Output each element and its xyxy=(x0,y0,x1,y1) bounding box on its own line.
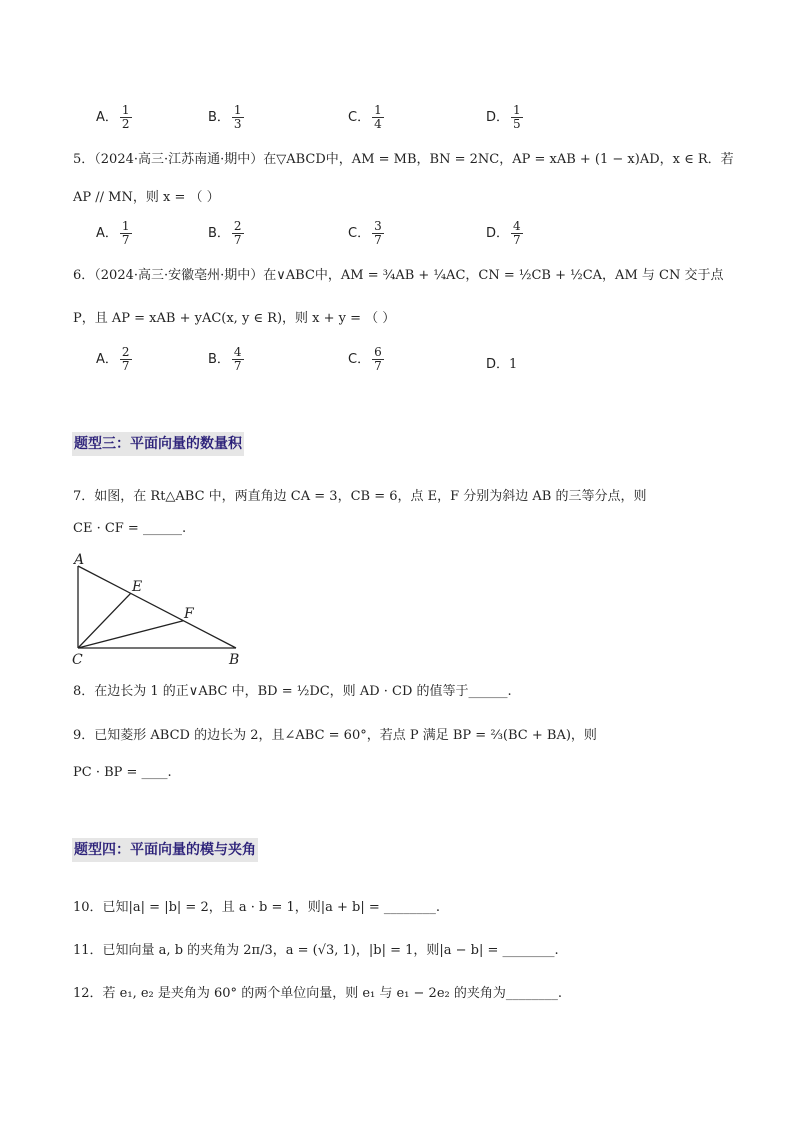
q9-stem-line1: 9．已知菱形 ABCD 的边长为 2，且∠ABC = 60°，若点 P 满足 BP = ⅔(BC + BA)，则 xyxy=(73,728,597,743)
q8-stem: 8．在边长为 1 的正∨ABC 中，BD = ½DC，则 AD · CD 的值等于______. xyxy=(73,684,512,699)
q7-stem-line1: 7．如图，在 Rt△ABC 中，两直角边 CA = 3，CB = 6，点 E，F 分别为斜边 AB 的三等分点，则 xyxy=(73,489,647,504)
side-ab xyxy=(78,566,236,648)
q5-stem-line1: 5．（2024·高三·江苏南通·期中）在▽ABCD中，AM = MB，BN = 2NC，AP = xAB + (1 − x)AD，x ∈ R．若 xyxy=(73,152,734,167)
q6-option-c: C． $\frac{6}{7}$ xyxy=(348,345,382,373)
q12-stem: 12．若 e₁, e₂ 是夹角为 60° 的两个单位向量，则 e₁ 与 e₁ − 2e₂ 的夹角为________. xyxy=(73,986,562,1001)
section-heading-3: 题型三：平面向量的数量积 xyxy=(72,432,244,456)
q5-option-b: B． $\frac{2}{7}$ xyxy=(208,219,242,247)
q6-option-a: A． $\frac{2}{7}$ xyxy=(96,345,130,373)
label-a: A xyxy=(74,552,85,568)
q9-stem-line2: PC · BP = ____. xyxy=(73,765,172,780)
q7-stem-line2: CE · CF = ______. xyxy=(73,521,187,536)
q6-option-b: B． $\frac{4}{7}$ xyxy=(208,345,242,373)
triangle-figure xyxy=(66,550,256,670)
label-c: C xyxy=(72,652,83,668)
q5-option-d: D． $\frac{4}{7}$ xyxy=(486,219,521,247)
q5-stem-line2: AP // MN，则 x = （ ） xyxy=(73,190,220,205)
q6-stem-line1: 6．（2024·高三·安徽亳州·期中）在∨ABC中，AM = ¾AB + ¼AC，CN = ½CB + ½CA，AM 与 CN 交于点 xyxy=(73,268,724,283)
section-heading-4: 题型四：平面向量的模与夹角 xyxy=(72,838,258,862)
q5-option-c: C． $\frac{3}{7}$ xyxy=(348,219,382,247)
q4-option-a: A． $\frac{1}{2}$ xyxy=(96,103,130,131)
q4-option-b: B． $\frac{1}{3}$ xyxy=(208,103,242,131)
q11-stem: 11．已知向量 a, b 的夹角为 2π/3，a = (√3, 1)，|b| = 1，则|a − b| = ________. xyxy=(73,943,559,958)
segment-ce xyxy=(78,593,131,648)
q10-stem: 10．已知|a| = |b| = 2，且 a · b = 1，则|a + b| = ________. xyxy=(73,900,441,915)
q4-option-d: D． $\frac{1}{5}$ xyxy=(486,103,521,131)
q4-option-c: C． $\frac{1}{4}$ xyxy=(348,103,382,131)
label-b: B xyxy=(229,652,240,668)
q6-stem-line2: P，且 AP = xAB + yAC(x, y ∈ R)，则 x + y = （ ） xyxy=(73,311,396,326)
label-f: F xyxy=(184,606,194,622)
q5-option-a: A． $\frac{1}{7}$ xyxy=(96,219,130,247)
label-e: E xyxy=(132,579,143,595)
q6-option-d: D．1 xyxy=(486,357,518,372)
segment-cf xyxy=(78,621,183,648)
